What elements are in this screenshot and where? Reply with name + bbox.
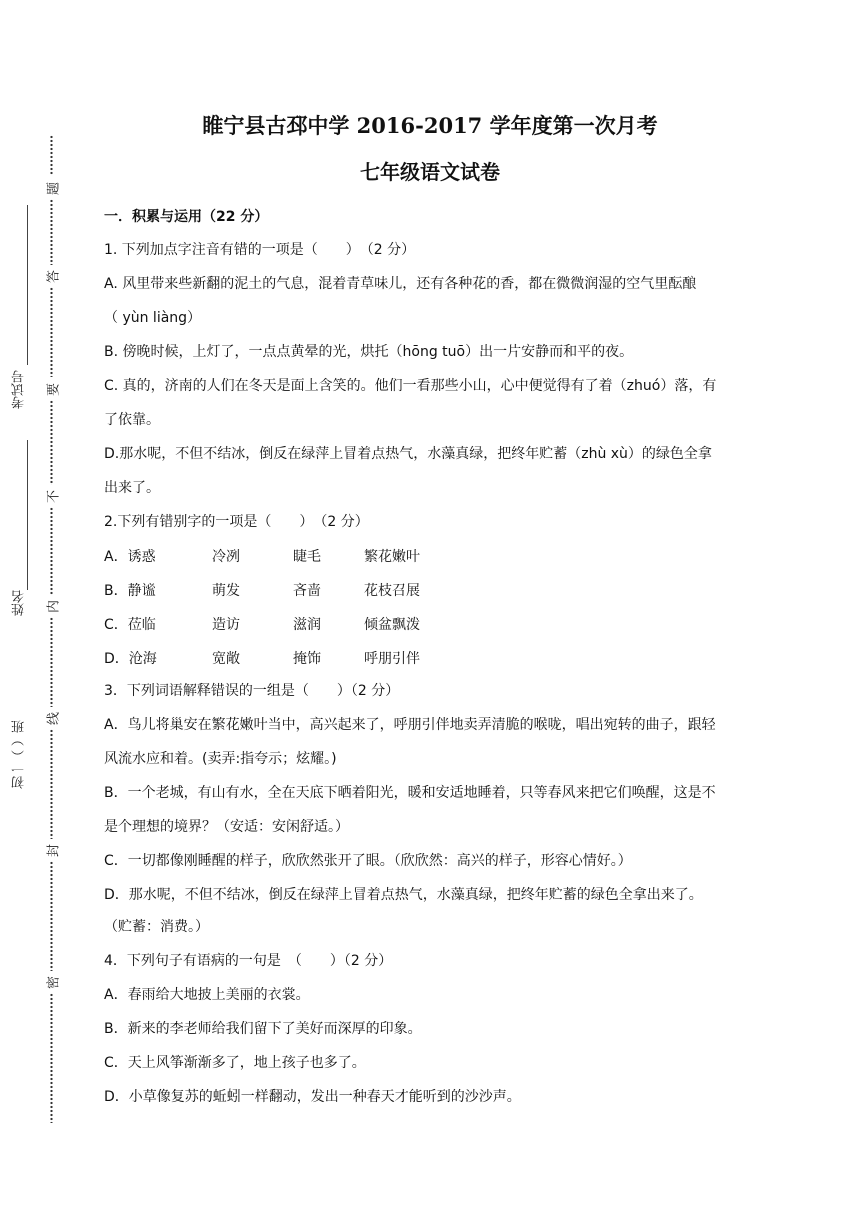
q4-option-b: B．新来的李老师给我们留下了美好而深厚的印象。 xyxy=(104,1021,422,1037)
q2-word: 滋润 xyxy=(293,617,321,633)
q2-word: 呼朋引伴 xyxy=(364,651,420,667)
q2-word: D．沧海 xyxy=(104,651,157,667)
q2-word: C．莅临 xyxy=(104,617,156,633)
q1-option-a-cont: （ yùn liàng） xyxy=(104,310,202,326)
q1-option-d: D.那水呢，不但不结冰，倒反在绿萍上冒着点热气，水藻真绿，把终年贮蓄（zhù xù）的绿色全拿 xyxy=(104,446,712,462)
q1-option-c: C. 真的，济南的人们在冬天是面上含笑的。他们一看那些小山，心中便觉得有了着（zhuó）落，有 xyxy=(104,378,717,394)
q4-option-c: C．天上风筝渐渐多了，地上孩子也多了。 xyxy=(104,1055,366,1071)
q2-word: 花枝召展 xyxy=(364,583,420,599)
q3-option-d-cont: （贮蓄：消费。） xyxy=(104,919,209,935)
q2-word: 宽敞 xyxy=(212,651,240,667)
class-label: 初一（ ）班 xyxy=(12,720,27,790)
q2-word: A．诱惑 xyxy=(104,549,156,565)
q1-option-a: A. 风里带来些新翻的泥土的气息，混着青草味儿，还有各种花的香，都在微微润湿的空气里酝酿 xyxy=(104,276,697,292)
q3-option-b: B．一个老城，有山有水，全在天底下晒着阳光，暖和安适地睡着，只等春风来把它们唤醒，这是不 xyxy=(104,785,716,801)
q2-word: 吝啬 xyxy=(293,583,321,599)
section-heading: 一．积累与运用（22 分） xyxy=(104,209,269,225)
q4-stem: 4．下列句子有语病的一句是 （ ）（2 分） xyxy=(104,953,393,969)
q2-word: 冷冽 xyxy=(212,549,240,565)
q2-word: 繁花嫩叶 xyxy=(364,549,420,565)
seal-line xyxy=(44,135,62,1125)
name-line xyxy=(27,440,28,590)
q3-option-a: A．鸟儿将巢安在繁花嫩叶当中，高兴起来了，呼朋引伴地卖弄清脆的喉咙，唱出宛转的曲子，跟轻 xyxy=(104,717,716,733)
q2-word: 睫毛 xyxy=(293,549,321,565)
q3-option-c: C．一切都像刚睡醒的样子，欣欣然张开了眼。（欣欣然：高兴的样子，形容心情好。） xyxy=(104,853,632,869)
seal-char: 密 xyxy=(46,976,62,990)
seal-char: 不 xyxy=(46,490,62,504)
binding-margin-labels xyxy=(10,300,32,940)
name-label: 姓名 xyxy=(12,590,27,616)
q2-word: 掩饰 xyxy=(293,651,321,667)
q3-option-b-cont: 是个理想的境界？（安适：安闲舒适。） xyxy=(104,819,349,835)
q2-word: 造访 xyxy=(212,617,240,633)
q1-option-b: B. 傍晚时候，上灯了，一点点黄晕的光，烘托（hōng tuō）出一片安静而和平的夜。 xyxy=(104,344,634,360)
q1-option-c-cont: 了依靠。 xyxy=(104,412,160,428)
q3-stem: 3．下列词语解释错误的一组是（ ）（2 分） xyxy=(104,683,400,699)
seal-char: 答 xyxy=(46,270,62,284)
q2-stem: 2.下列有错别字的一项是（ ） （2 分） xyxy=(104,514,369,530)
seal-char: 题 xyxy=(46,182,62,196)
q2-word: 倾盆飘泼 xyxy=(364,617,420,633)
exam-no-label: 考试号 xyxy=(12,370,27,409)
q2-word: B．静谧 xyxy=(104,583,156,599)
q4-option-d: D．小草像复苏的蚯蚓一样翻动，发出一种春天才能听到的沙沙声。 xyxy=(104,1089,521,1105)
seal-char: 内 xyxy=(46,600,62,614)
q1-stem: 1. 下列加点字注音有错的一项是（ ） （2 分） xyxy=(104,242,416,258)
seal-char: 封 xyxy=(46,844,62,858)
exam-subtitle: 七年级语文试卷 xyxy=(360,160,500,184)
q3-option-d: D．那水呢，不但不结冰，倒反在绿萍上冒着点热气，水藻真绿，把终年贮蓄的绿色全拿出来了。 xyxy=(104,887,703,903)
seal-char: 要 xyxy=(46,383,62,397)
q3-option-a-cont: 风流水应和着。(卖弄:指夸示；炫耀。) xyxy=(104,751,337,767)
exam-title: 睢宁县古邳中学 2016-2017 学年度第一次月考 xyxy=(202,113,658,138)
q1-option-d-cont: 出来了。 xyxy=(104,480,160,496)
exam-no-line xyxy=(27,205,28,365)
q4-option-a: A．春雨给大地披上美丽的衣裳。 xyxy=(104,987,310,1003)
q2-word: 萌发 xyxy=(212,583,240,599)
seal-char: 线 xyxy=(46,712,62,726)
